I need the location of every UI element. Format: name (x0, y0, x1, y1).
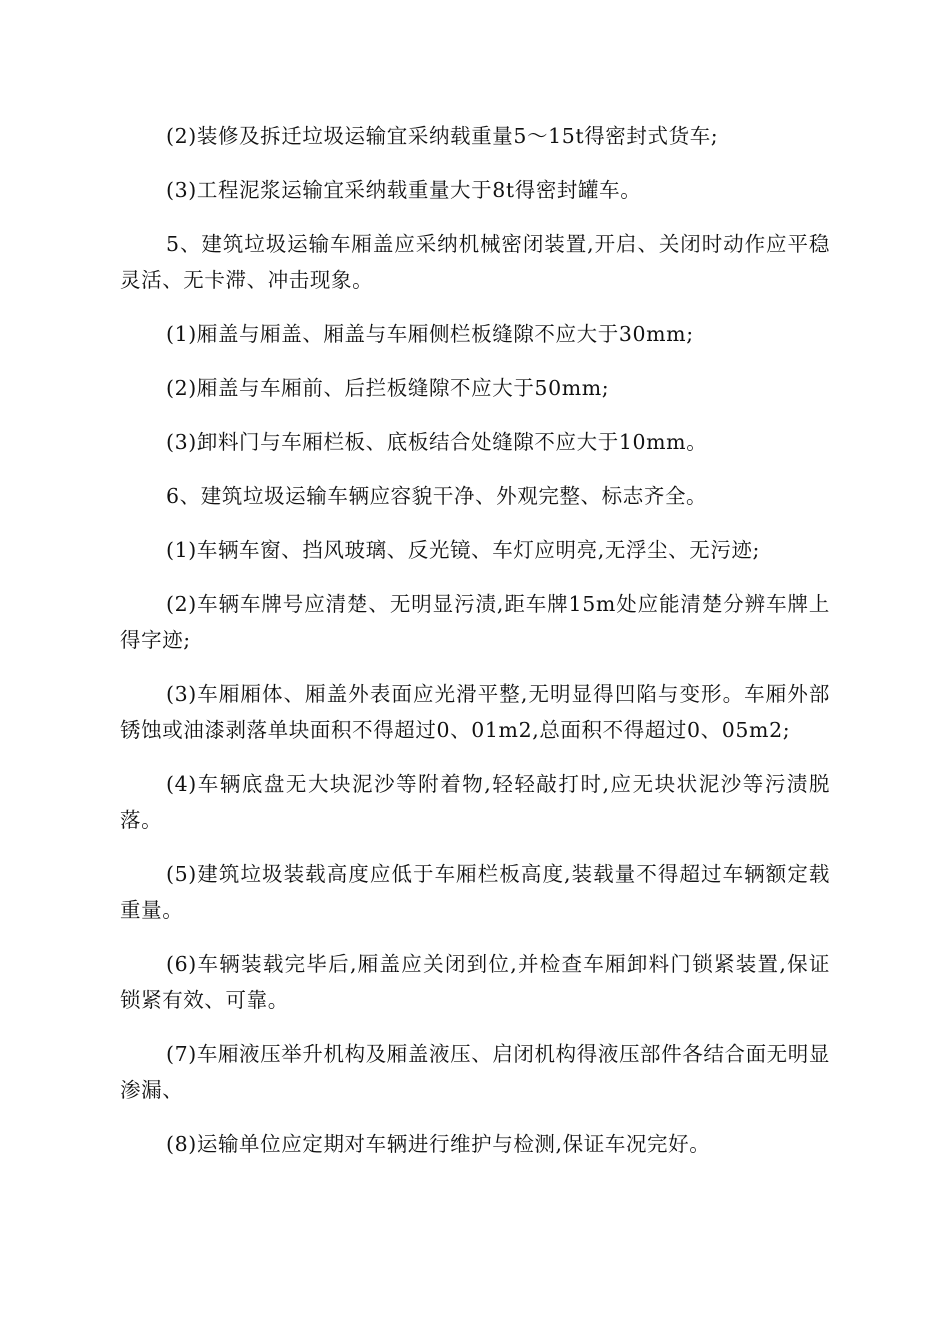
paragraph-lid-gap-30mm: (1)厢盖与厢盖、厢盖与车厢侧栏板缝隙不应大于30mm; (166, 322, 694, 346)
paragraph-door-gap-10mm: (3)卸料门与车厢栏板、底板结合处缝隙不应大于10mm。 (166, 430, 708, 454)
document-body (120, 118, 830, 1180)
paragraph-load-height: (5)建筑垃圾装载高度应低于车厢栏板高度,装载量不得超过车辆额定载重量。 (120, 862, 830, 922)
paragraph-section-6-appearance: 6、建筑垃圾运输车辆应容貌干净、外观完整、标志齐全。 (166, 484, 708, 508)
paragraph-section-5-lid: 5、建筑垃圾运输车厢盖应采纳机械密闭装置,开启、关闭时动作应平稳灵活、无卡滞、冲击现象。 (120, 232, 830, 292)
paragraph-chassis: (4)车辆底盘无大块泥沙等附着物,轻轻敲打时,应无块状泥沙等污渍脱落。 (120, 772, 830, 832)
paragraph-truck-decoration-waste: (2)装修及拆迁垃圾运输宜采纳载重量5～15t得密封式货车; (166, 124, 719, 148)
paragraph-maintenance: (8)运输单位应定期对车辆进行维护与检测,保证车况完好。 (166, 1132, 711, 1156)
paragraph-lid-gap-50mm: (2)厢盖与车厢前、后拦板缝隙不应大于50mm; (166, 376, 610, 400)
paragraph-mud-tanker: (3)工程泥浆运输宜采纳载重量大于8t得密封罐车。 (166, 178, 642, 202)
paragraph-hydraulics: (7)车厢液压举升机构及厢盖液压、启闭机构得液压部件各结合面无明显渗漏、 (120, 1042, 830, 1102)
paragraph-body-surface: (3)车厢厢体、厢盖外表面应光滑平整,无明显得凹陷与变形。车厢外部锈蚀或油漆剥落单块面积不得超过0、01m2,总面积不得超过0、05m2; (120, 682, 830, 742)
paragraph-windows-clean: (1)车辆车窗、挡风玻璃、反光镜、车灯应明亮,无浮尘、无污迹; (166, 538, 761, 562)
paragraph-lid-closed: (6)车辆装载完毕后,厢盖应关闭到位,并检查车厢卸料门锁紧装置,保证锁紧有效、可靠。 (120, 952, 830, 1012)
paragraph-license-plate: (2)车辆车牌号应清楚、无明显污渍,距车牌15m处应能清楚分辨车牌上得字迹; (120, 592, 830, 652)
